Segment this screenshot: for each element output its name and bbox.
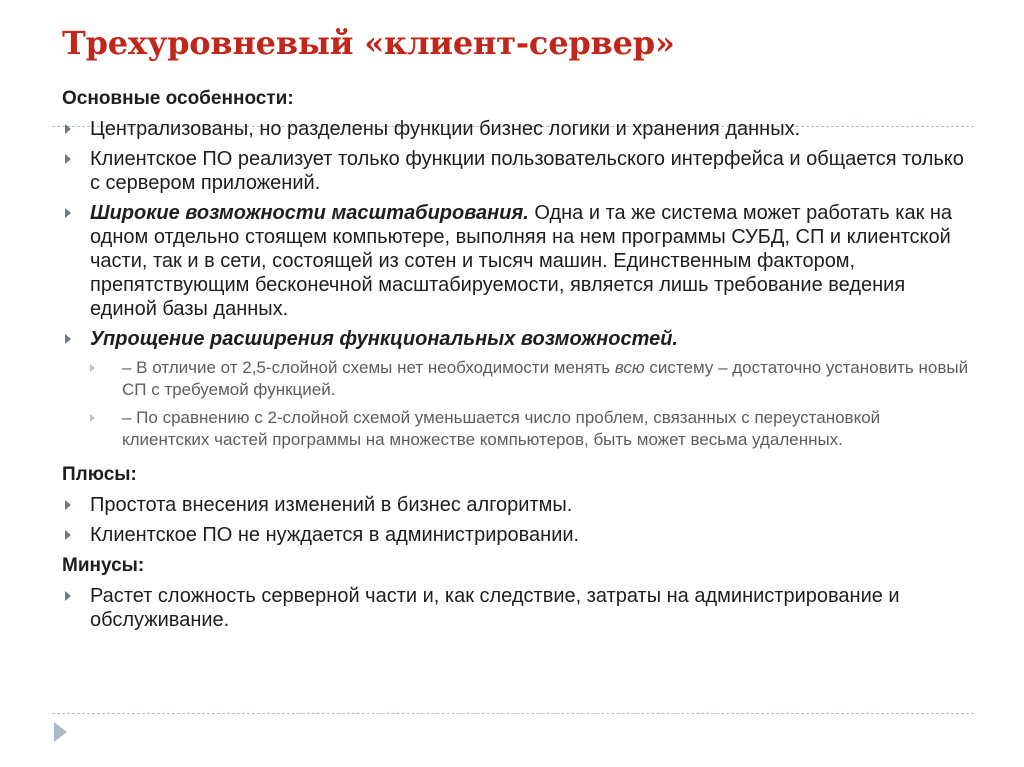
cons-heading: Минусы: (62, 555, 145, 576)
item-emphasis: Упрощение расширения функциональных возможностей. (90, 328, 678, 350)
features-heading: Основные особенности: (62, 88, 294, 109)
list-item (62, 523, 972, 547)
triangle-arrow-icon (54, 722, 67, 742)
list-item (62, 201, 972, 321)
cons-list (62, 584, 972, 632)
item-text: Одна и та же система может работать как на одном отдельно стоящем компьютере, выполняя на нем программы СУБД, СП и клиентской части, так и в сети, состоящей из сотен и тысяч машин. Единственным фактором, препятствующим бесконечной масштабируемости, является лишь требование ведения единой базы данных. (90, 202, 953, 320)
sub-list (90, 357, 972, 451)
list-item (62, 327, 972, 451)
sub-item-text: систему – достаточно установить новый СП с требуемой функцией. (122, 358, 969, 399)
item-text: Централизованы, но разделены функции бизнес логики и хранения данных. (90, 118, 801, 140)
item-text: Клиентское ПО не нуждается в администрировании. (90, 524, 580, 546)
item-text: Растет сложность серверной части и, как следствие, затраты на администрирование и обслуживание. (90, 585, 900, 631)
pros-list (62, 493, 972, 547)
sub-item-text: – По сравнению с 2-слойной схемой уменьшается число проблем, связанных с переустановкой клиентских частей программы на множестве компьютеров, быть может весьма удаленных. (122, 408, 881, 449)
list-item (62, 117, 972, 141)
pros-heading: Плюсы: (62, 464, 137, 485)
triangle-bullet-icon (65, 124, 71, 134)
item-text: Клиентское ПО реализует только функции пользовательского интерфейса и общается только с сервером приложений. (90, 148, 964, 194)
triangle-bullet-icon (65, 500, 71, 510)
sub-item-italic: всю (614, 358, 645, 377)
list-item (62, 147, 972, 195)
triangle-bullet-icon (65, 154, 71, 164)
triangle-bullet-icon (65, 591, 71, 601)
slide-content (62, 87, 972, 638)
sub-item-text: – В отличие от 2,5-слойной схемы нет необходимости менять (122, 358, 615, 377)
sub-list-item (90, 357, 972, 401)
item-emphasis: Широкие возможности масштабирования. (90, 202, 529, 224)
triangle-bullet-icon (65, 208, 71, 218)
triangle-bullet-icon (65, 530, 71, 540)
list-item (62, 584, 972, 632)
list-item (62, 493, 972, 517)
sub-list-item (90, 407, 972, 451)
features-list (62, 117, 972, 451)
triangle-bullet-icon (90, 364, 95, 372)
slide-title: Трехуровневый «клиент-сервер» (62, 24, 675, 62)
triangle-bullet-icon (90, 414, 95, 422)
item-text: Простота внесения изменений в бизнес алгоритмы. (90, 494, 573, 516)
triangle-bullet-icon (65, 334, 71, 344)
bottom-divider (52, 713, 974, 714)
